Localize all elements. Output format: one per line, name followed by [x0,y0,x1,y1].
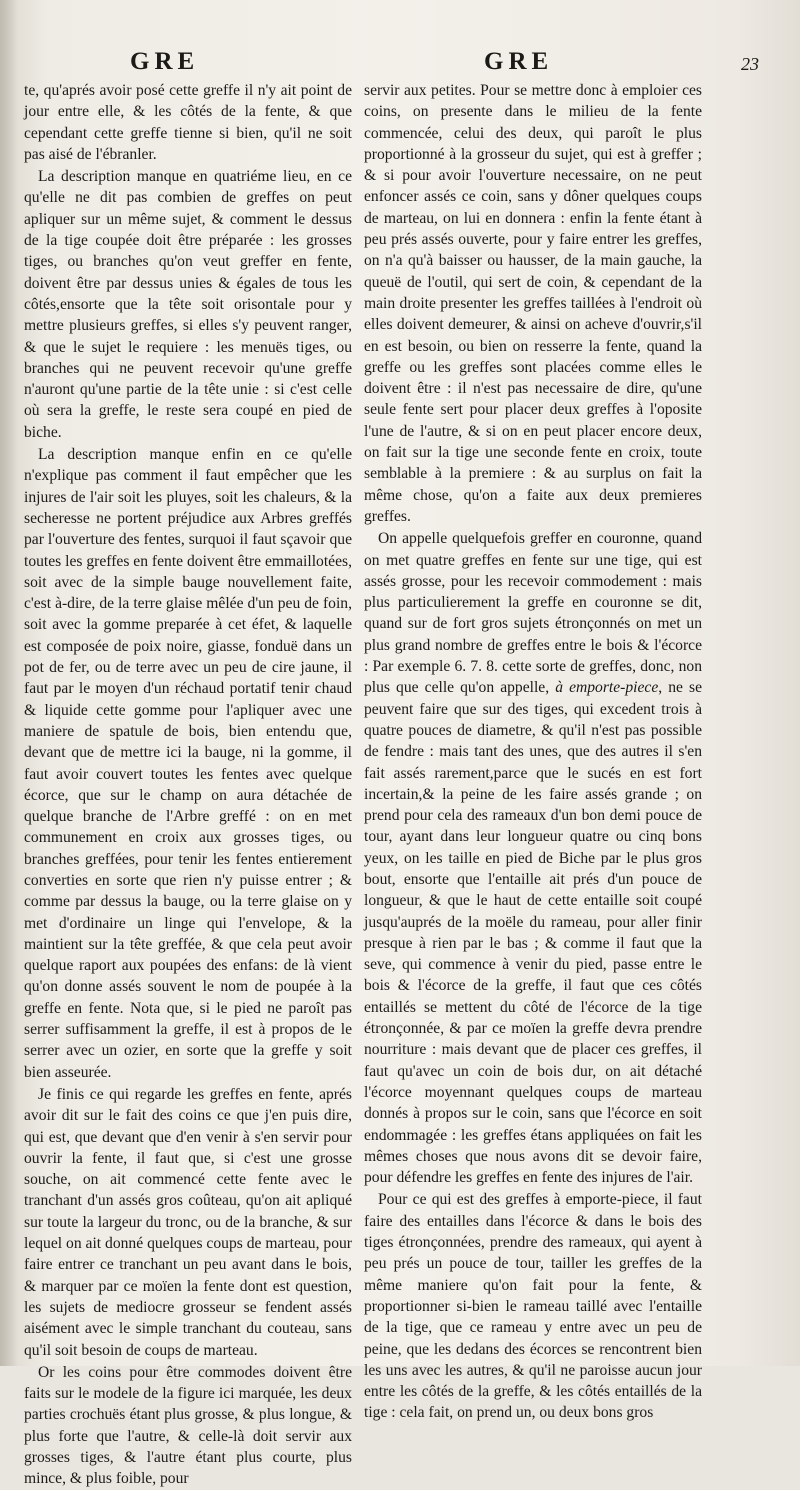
paragraph: La description manque enfin en ce qu'elle n'explique pas comment il faut empêcher que les injures de l'air soit les pluyes, soit les chaleurs, & la secheresse ne portent préjudice aux Arbres greffés par l'ouverture des fentes, surquoi il faut sçavoir que toutes les greffes en fente doivent être emmaillotées, soit avec de la simple bauge nouvellement faite, c'est à-dire, de la terre glaise mêlée d'un peu de foin, soit avec la gomme preparée à cet éfet, & laquelle est composée de poix noire, giasse, fonduë dans un pot de fer, ou de terre avec un peu de cire jaune, il faut par le moyen d'un réchaud portatif tenir chaud & liquide cette gomme pour l'apliquer avec une maniere de spatule de bois, bien entendu que, devant que de mettre ici la bauge, ni la gomme, il faut avoir couvert toutes les fentes avec quelque écorce, que sur le champ on aura détachée de quelque branche de l'Arbre greffé : on en met communement en croix aux grosses tiges, ou branches greffées, pour tenir les fentes entierement converties en sorte que rien n'y puisse entrer ; & comme par dessus la bauge, ou la terre glaise on y met d'ordinaire un linge qui l'envelope, & la maintient sur la tête greffée, & que cela peut avoir quelque raport aux poupées des enfans: de là vient qu'on donne assés souvent le nom de poupée à la greffe en fente. Nota que, si le pied ne paroît pas serrer suffisamment la greffe, il est à propos de le serrer avec un ozier, en sorte que la greffe y soit bien asseurée. [24,446,352,1081]
paragraph: Or les coins pour être commodes doivent être faits sur le modele de la figure ici marquée, les deux parties crochuës étant plus grosse, & plus longue, & plus forte que l'autre, & celle-là doit servir aux grosses tiges, & l'autre étant plus courte, plus mince, & plus foible, pour [24,1363,352,1488]
paragraph: La description manque en quatriéme lieu, en ce qu'elle ne dit pas combien de greffes on peut apliquer sur un même sujet, & comment le dessus de la tige coupée doit être préparée : les grosses tiges, ou branches qu'on veut greffer en fente, doivent être par dessus unies & égales de tous les côtés,ensorte que la tête soit orisontale pour y mettre plusieurs greffes, si elles s'y peuvent ranger, & que le sujet le requiere : les menuës tiges, ou branches qui ne peuvent recevoir qu'une greffe n'auront qu'une partie de la tête unie : si c'est celle où sera la greffe, le reste sera coupé en pied de biche. [24,168,352,441]
paragraph-text: , ne se peuvent faire que sur des tiges, qui excedent trois à quatre pouces de diametre, & qu'il n'est pas possible de fendre : mais tant des unes, que des autres il s'en fait assés rarement,parce que le sucés en est fort incertain,& la peine de les faire assés grande ; on prend pour cela des rameaux d'un bon demi pouce de tour, ayant dans leur longueur quatre ou cinq bons yeux, on les taille en pied de Biche par le plus gros bout, ensorte que l'entaille ait prés d'un pouce de longueur, & que le haut de cette entaille soit coupé jusqu'auprés de la moële du rameau, pour aller finir presque à rien par le bas ; & comme il faut que la seve, qui commence à venir du pied, passe entre le bois & l'écorce de la greffe, il faut que ces côtés entaillés se mettent du côté de l'écorce de la tige étronçonnée, & par ce moïen la greffe devra prendre nourriture : mais devant que de placer ces greffes, il faut qu'avec un coin de bois dur, on ait détaché l'écorce moyennant quelques coups de marteau donnés à propos sur le coin, sans que l'écorce en soit endommagée : les greffes étans appliquées on fait les mêmes choses que nous avons dit se devoir faire, pour défendre les greffes en fente des injures de l'air. [364,679,703,1187]
paragraph: servir aux petites. Pour se mettre donc à emploier ces coins, on presente dans le milieu de la fente commencée, celui des deux, qui paroît le plus proportionné à la grosseur du sujet, qui est à greffer ; & si pour avoir l'ouverture necessaire, on ne peut enfoncer assés ce coin, sans y dôner quelques coups de marteau, on lui en donnera : enfin la fente étant à peu prés assés ouverte, pour y faire entrer les greffes, on n'a qu'à baisser ou hausser, de la main gauche, la queuë de l'outil, qui sert de coin, & cependant de la main droite presenter les greffes taillées à l'endroit où elles doivent demeurer, & ainsi on acheve d'ouvrir,s'il en est besoin, ou bien on resserre la fente, quand la greffe ou les greffes sont placées comme elles le doivent être : il n'est pas necessaire de dire, qu'une seule fente sert pour placer deux greffes à l'oposite l'une de l'autre, & si on en peut placer encore deux, on fait sur la tige une seconde fente en croix, toute semblable à la premiere : & au surplus on fait la même chose, qu'on a faite aux deux premieres greffes. [364,82,702,525]
paragraph: te, qu'aprés avoir posé cette greffe il n'y ait point de jour entre elle, & les côtés de la fente, & que cependant cette greffe tienne si bien, qu'il ne soit pas aisé de l'ébranler. [24,82,352,163]
page-gutter-shadow [0,0,18,1366]
right-column [364,80,703,1422]
left-column [24,80,352,1488]
paragraph-text: On appelle quelquefois greffer en couronne, quand on met quatre greffes en fente sur une tige, qui est assés grosse, pour les recevoir commodement : mais plus particulierement la greffe en couronne se dit, quand sur de fort gros sujets étronçonnés on met un plus grand nombre de greffes entre le bois & l'écorce : Par exemple 6. 7. 8. cette sorte de greffes, donc, non plus que celle qu'on appelle, [364,530,702,697]
page-number: 23 [741,54,759,74]
paragraph-couronne [364,528,702,1188]
italic-term: à emporte-piece [555,679,659,697]
running-head-right: GRE [484,48,554,75]
running-head-left: GRE [130,48,200,75]
paragraph: Je finis ce qui regarde les greffes en fente, aprés avoir dit sur le fait des coins ce que j'en puis dire, qui est, que devant que d'en venir à s'en servir pour ouvrir la fente, il faut que, si c'est une grosse souche, on ait commencé cette fente avec le tranchant d'un assés gros coûteau, qu'on ait apliqué sur toute la largeur du tronc, ou de la branche, & sur lequel on ait donné quelques coups de marteau, pour faire entrer ce tranchant un peu avant dans le bois, & marquer par ce moïen la fente dont est question, les sujets de mediocre grosseur se fendent assés aisément avec le simple tranchant du couteau, sans qu'il soit besoin de coups de marteau. [24,1085,352,1359]
paragraph: Pour ce qui est des greffes à emporte-piece, il faut faire des entailles dans l'écorce & dans le bois des tiges étronçonnées, prendre des rameaux, qui ayent à peu prés un pouce de tour, tailler les greffes de la même maniere qu'on fait pour la fente, & proportionner si-bien le rameau taillé avec l'entaille de la tige, que ce rameau y entre avec un peu de peine, que les dedans des écorces se rencontrent bien les uns avec les autres, & qu'il ne paroisse aucun jour entre les côtés de la greffe, & les côtés entaillés de la tige : cela fait, on prend un, ou deux bons gros [364,1191,702,1422]
